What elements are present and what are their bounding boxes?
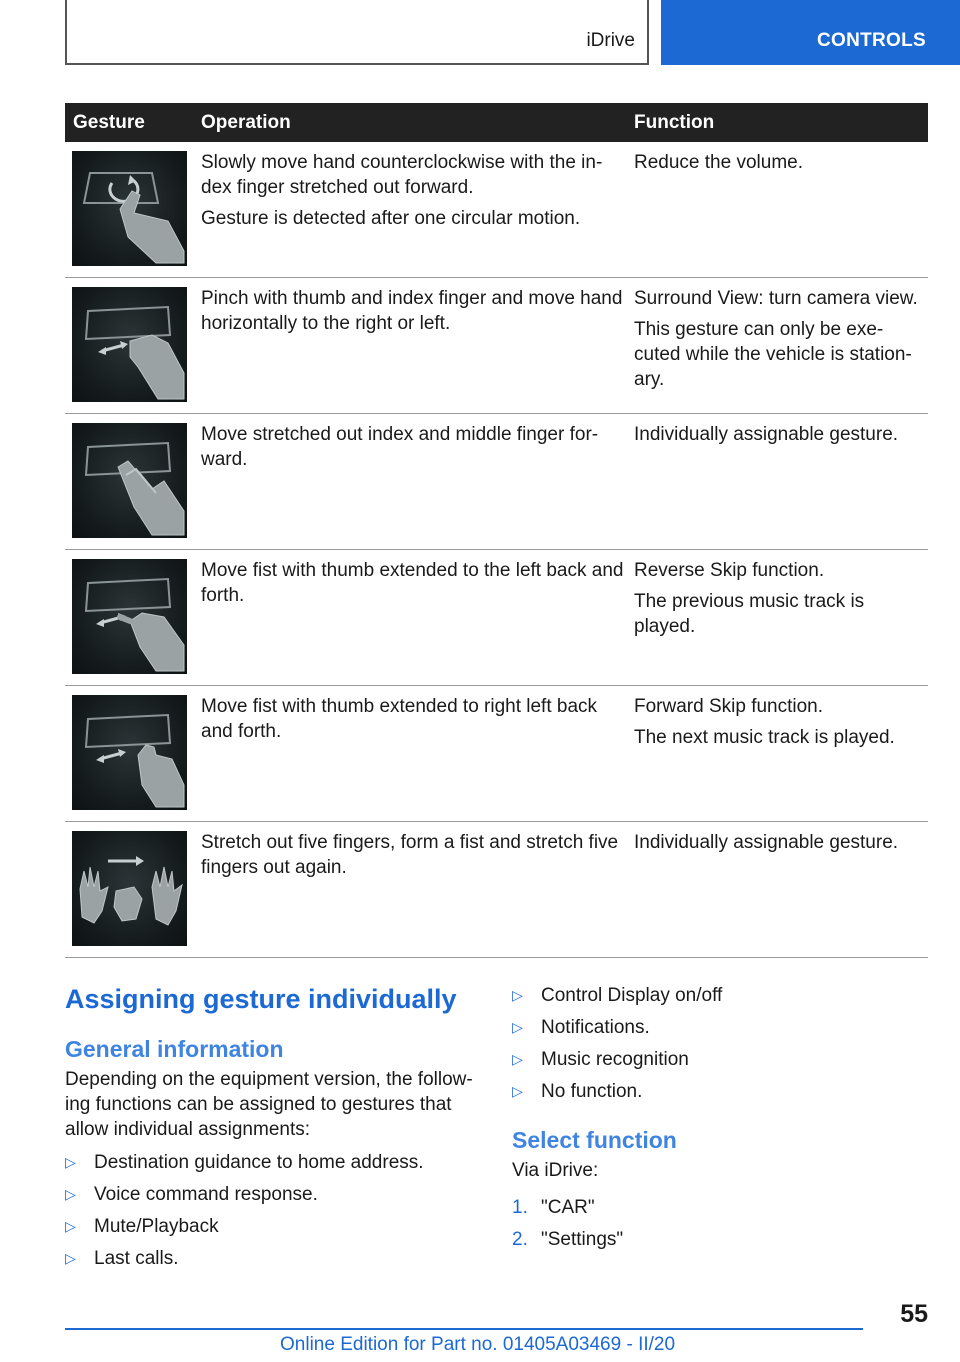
fist-thumb-left-gesture-icon [72, 559, 187, 674]
open-fist-open-gesture-icon [72, 831, 187, 946]
select-intro: Via iDrive: [512, 1160, 599, 1181]
operation-text: Stretch out five fingers, form a fist and stretch five fingers out again. [201, 832, 619, 878]
triangle-bullet-icon: ▷ [512, 1083, 523, 1099]
list-item: ▷ Notifications. [512, 1017, 650, 1038]
function-text: The previous music track is played. [634, 591, 865, 637]
function-text: Reverse Skip function. [634, 560, 825, 581]
operation-text: Slowly move hand counterclockwise with the in-dex finger stretched out forward. [201, 152, 603, 198]
triangle-bullet-icon: ▷ [65, 1154, 76, 1170]
triangle-bullet-icon: ▷ [512, 987, 523, 1003]
triangle-bullet-icon: ▷ [65, 1250, 76, 1266]
list-item: ▷ No function. [512, 1081, 643, 1102]
operation-text: Move stretched out index and middle finger for-ward. [201, 424, 599, 470]
operation-text: Pinch with thumb and index finger and move hand horizontally to the right or left. [201, 288, 623, 334]
section-title: iDrive [586, 30, 635, 51]
header-left-frame [65, 0, 649, 65]
table-row [65, 550, 928, 686]
function-text: Forward Skip function. [634, 696, 824, 717]
subheading-select: Select function [512, 1127, 677, 1153]
rotate-counterclockwise-gesture-icon [72, 151, 187, 266]
section-heading: Assigning gesture individually [65, 984, 457, 1014]
col-header-gesture: Gesture [73, 111, 145, 133]
general-paragraph: Depending on the equipment version, the follow-ing functions can be assigned to gestures that allow individual assignments: [65, 1069, 473, 1140]
pinch-move-horizontal-gesture-icon [72, 287, 187, 402]
table-header [65, 103, 928, 142]
operation-text: Move fist with thumb extended to the left back and forth. [201, 560, 624, 606]
function-text: Reduce the volume. [634, 152, 803, 173]
function-text: This gesture can only be exe-cuted while the vehicle is station-ary. [634, 319, 912, 390]
page-number: 55 [900, 1300, 928, 1328]
gesture-table [65, 103, 928, 958]
chapter-title: CONTROLS [816, 30, 926, 51]
list-item: ▷ Control Display on/off [512, 985, 723, 1006]
footer-rule [65, 1328, 863, 1330]
list-item: ▷ Last calls. [65, 1248, 179, 1269]
operation-text: Gesture is detected after one circular motion. [201, 208, 581, 229]
list-item: ▷ Voice command response. [65, 1184, 318, 1205]
table-row [65, 414, 928, 550]
table-row [65, 686, 928, 822]
table-row [65, 278, 928, 414]
assign-section [65, 983, 485, 1278]
triangle-bullet-icon: ▷ [512, 1051, 523, 1067]
chapter-tab [661, 0, 960, 65]
list-item: ▷ Destination guidance to home address. [65, 1152, 424, 1173]
list-item: ▷ Music recognition [512, 1049, 689, 1070]
triangle-bullet-icon: ▷ [65, 1218, 76, 1234]
assign-section-continued [512, 983, 928, 1259]
function-text: Individually assignable gesture. [634, 424, 899, 445]
function-text: The next music track is played. [634, 727, 895, 748]
function-text: Individually assignable gesture. [634, 832, 899, 853]
step-number: 2. [512, 1229, 528, 1250]
step-item: 2. "Settings" [512, 1229, 624, 1250]
col-header-function: Function [634, 111, 715, 133]
subheading-general: General information [65, 1036, 284, 1062]
step-item: 1. "CAR" [512, 1197, 595, 1218]
step-number: 1. [512, 1197, 528, 1218]
edition-text: Online Edition for Part no. 01405A03469 - II/20 [280, 1334, 676, 1355]
two-fingers-forward-gesture-icon [72, 423, 187, 538]
triangle-bullet-icon: ▷ [512, 1019, 523, 1035]
triangle-bullet-icon: ▷ [65, 1186, 76, 1202]
function-text: Surround View: turn camera view. [634, 288, 918, 309]
table-row [65, 822, 928, 958]
col-header-operation: Operation [201, 111, 291, 133]
list-item: ▷ Mute/Playback [65, 1216, 219, 1237]
table-row [65, 142, 928, 278]
fist-thumb-right-gesture-icon [72, 695, 187, 810]
operation-text: Move fist with thumb extended to right left back and forth. [201, 696, 598, 742]
